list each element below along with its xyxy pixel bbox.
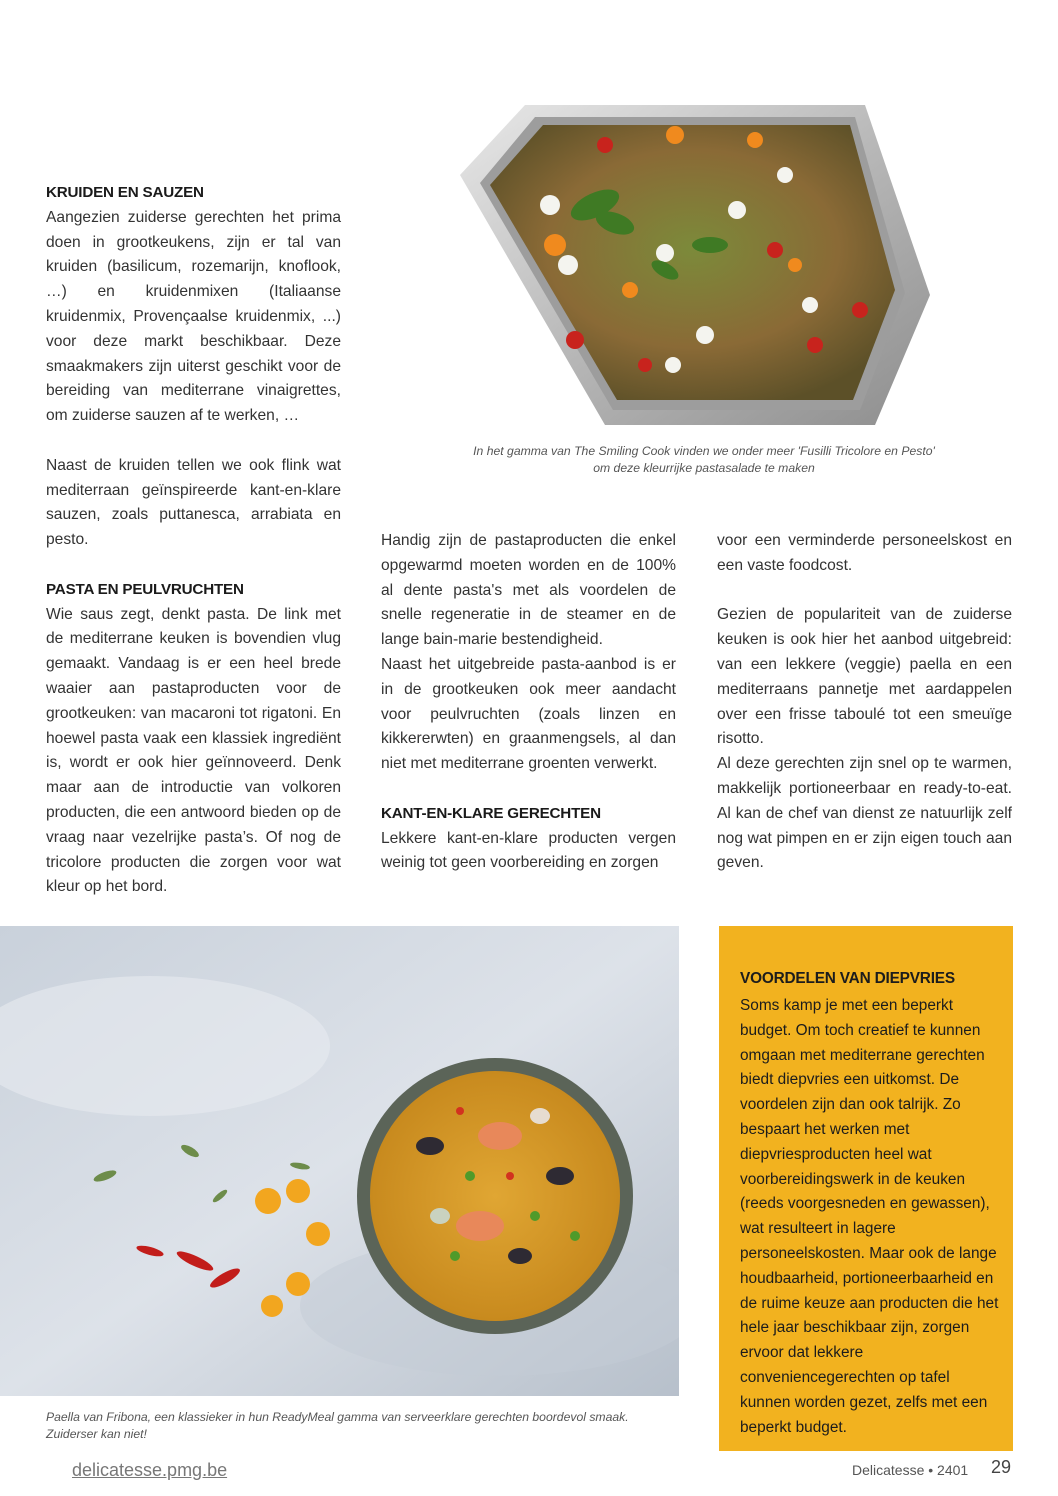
box-text: Soms kamp je met een beperkt budget. Om toch creatief te kunnen omgaan met mediterrane gerechten biedt diepvries een uitkomst. De voordelen zijn dan ook talrijk. Zo bespaart het werken met diepvriesproducten heel wat voorbereidingswerk in de keuken (reeds voorgesneden en gewassen), wat resulteert in lagere personeelskosten. Maar ook de lange houdbaarheid, portioneerbaarheid en de ruime keuze aan producten die het hele jaar beschikbaar zijn, zorgen ervoor dat lekkere conveniencegerechten op tafel kunnen worden gezet, zelfs met een beperkt budget. xyxy=(740,997,999,1436)
column-3 xyxy=(717,529,1012,876)
paella-caption xyxy=(46,1409,686,1443)
heading-kant-en-klare-gerechten: KANT-EN-KLARE GERECHTEN xyxy=(381,804,601,822)
paragraph-populariteit: Gezien de populariteit van de zuiderse keuken is ook hier het aanbod uitgebreid: van een lekkere (veggie) paella en een mediterraans pannetje met aardappelen over een frisse taboulé tot een smeuïge risotto. xyxy=(717,606,1012,748)
paragraph-pasta: Wie saus zegt, denkt pasta. De link met de mediterrane keuken is bovendien vlug gemaakt. Vandaag is er een heel brede waaier aan pastaproducten voor de grootkeuken: van macaroni tot rigatoni. En hoewel pasta vaak een klassiek ingrediënt is, wordt er ook hier geïnnoveerd. Denk maar aan de introductie van volkoren producten, die een antwoord bieden op de vraag naar vezelrijke pasta’s. Of nog de tricolore producten die zorgen voor wat kleur op het bord. xyxy=(46,605,341,896)
pasta-caption-line1: In het gamma van The Smiling Cook vinden we onder meer 'Fusilli Tricolore en Pesto' xyxy=(473,444,935,458)
column-1 xyxy=(46,181,341,900)
heading-pasta-en-peulvruchten: PASTA EN PEULVRUCHTEN xyxy=(46,580,244,598)
paragraph-personeelskost: voor een verminderde personeelskost en een vaste foodcost. xyxy=(717,532,1012,574)
diepvries-sidebar-box xyxy=(719,926,1013,1451)
paragraph-peulvruchten: Naast het uitgebreide pasta-aanbod is er in de grootkeuken ook meer aandacht voor peulvruchten (zoals linzen en kikkererwten) en graanmengsels, al dan niet met mediterrane groenten verwerkt. xyxy=(381,655,676,773)
issue-label: Delicatesse • 2401 xyxy=(852,1462,969,1478)
paragraph-kruiden: Aangezien zuiderse gerechten het prima doen in grootkeukens, zijn er tal van kruiden (basilicum, rozemarijn, knoflook, …) en kruidenmixen (Italiaanse kruidenmix, Provençaalse kruidenmix, ...) voor deze markt beschikbaar. Deze smaakmakers zijn uiterst geschikt voor de bereiding van mediterrane vinaigrettes, om zuiderse sauzen af te werken, … xyxy=(46,208,341,425)
paragraph-sauzen: Naast de kruiden tellen we ook flink wat mediterraan geïnspireerde kant-en-klare sauzen, zoals puttanesca, arrabiata en pesto. xyxy=(46,456,341,549)
paragraph-kant-en-klaar: Lekkere kant-en-klare producten vergen weinig tot geen voorbereiding en zorgen xyxy=(381,829,676,872)
website-link[interactable]: delicatesse.pmg.be xyxy=(72,1460,228,1480)
paragraph-gerechten: Al deze gerechten zijn snel op te warmen, makkelijk portioneerbaar en ready-to-eat. Al kan de chef van dienst ze natuurlijk zelf nog wat pimpen en er zijn eigen touch aan geven. xyxy=(717,755,1012,872)
paella-caption-line1: Paella van Fribona, een klassieker in hun ReadyMeal gamma van serveerklare gerechten boordevol smaak. xyxy=(46,1410,629,1424)
pasta-salad-photo xyxy=(455,95,933,435)
heading-kruiden-en-sauzen: KRUIDEN EN SAUZEN xyxy=(46,184,204,201)
box-heading: VOORDELEN VAN DIEPVRIES xyxy=(740,970,955,987)
pasta-caption xyxy=(455,443,953,477)
pasta-caption-line2: om deze kleurrijke pastasalade te maken xyxy=(593,461,815,475)
paella-photo xyxy=(0,926,679,1396)
paragraph-pastaproducten: Handig zijn de pastaproducten die enkel opgewarmd moeten worden en de 100% al dente pasta's met als voordelen de snelle regeneratie in de steamer en de lange bain-marie bestendigheid. xyxy=(381,532,676,649)
page-number: 29 xyxy=(991,1457,1012,1477)
column-2 xyxy=(381,529,676,876)
paella-caption-line2: Zuiderser kan niet! xyxy=(46,1427,147,1441)
